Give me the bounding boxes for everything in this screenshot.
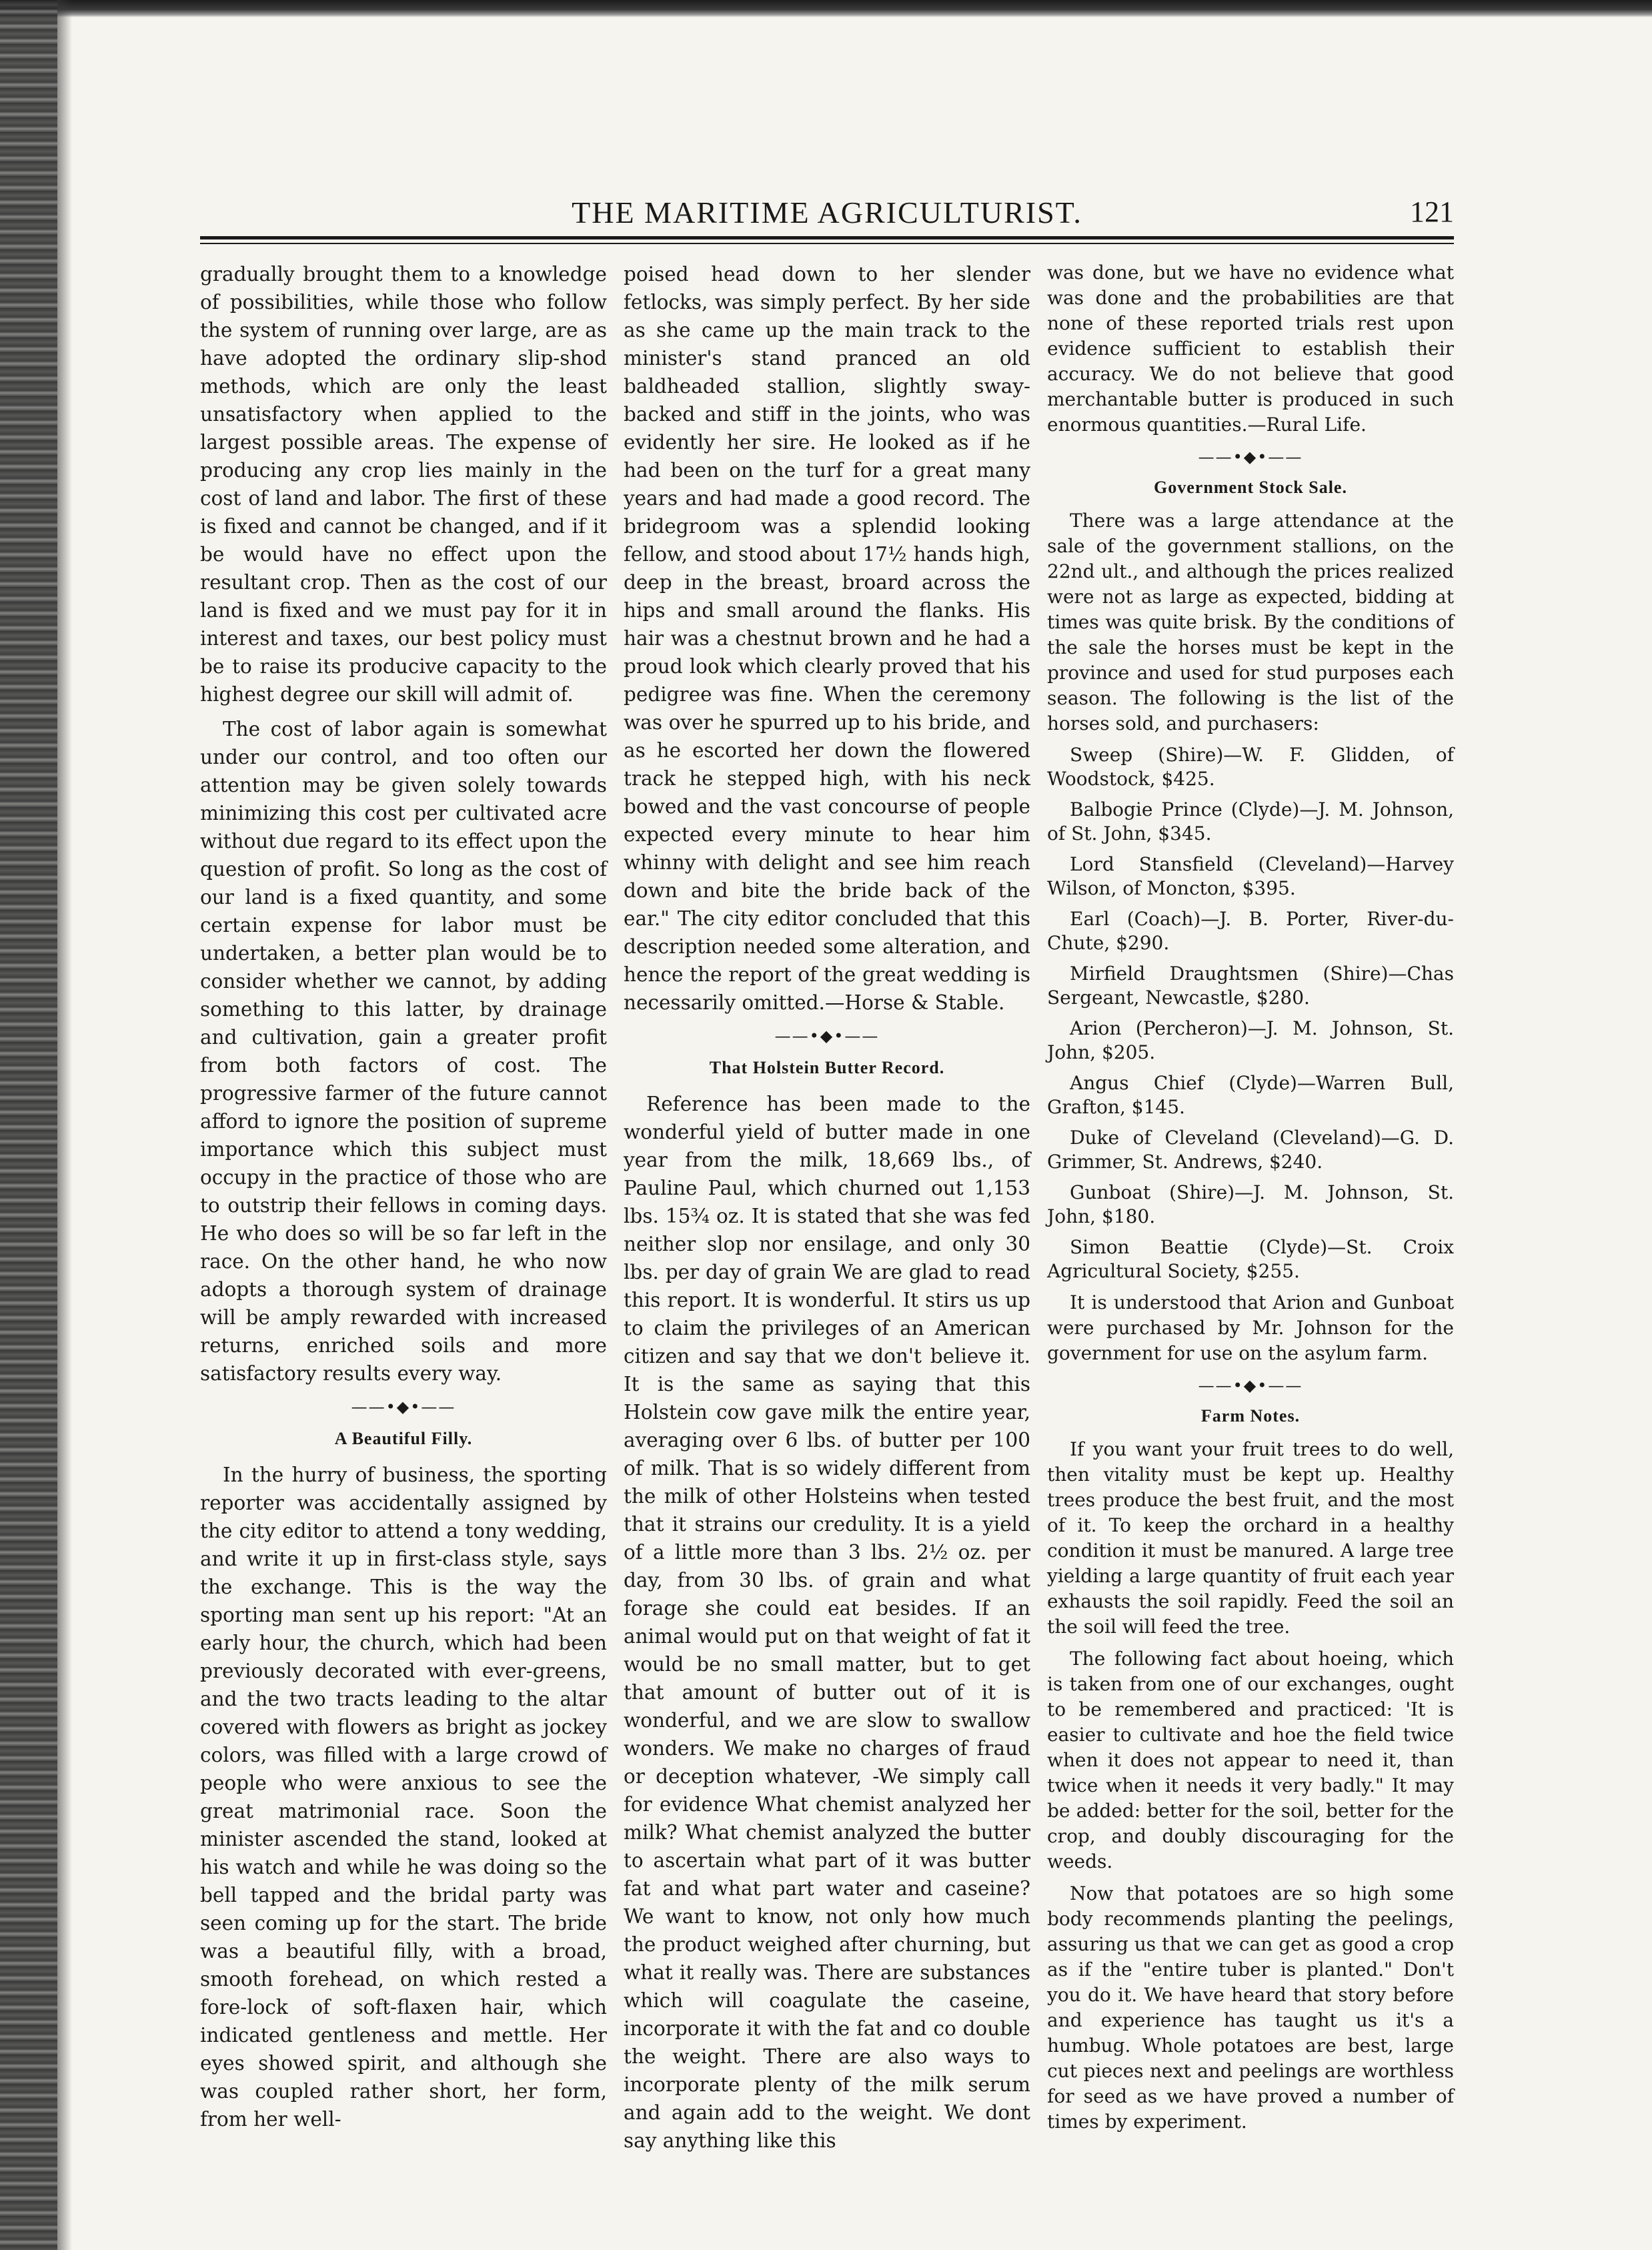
header-rule-thin: [200, 243, 1454, 244]
paragraph: Now that potatoes are so high some body recommends planting the peelings, assuring us that we can get as good a crop as if the "entire tuber is planted." Don't you do it. We have heard that story before and experience has taught us it's a humbug. Whole potatoes are best, large cut pieces next and peelings are worthless for seed as we have proved a number of times by experiment.: [1047, 1882, 1454, 2133]
running-header: [200, 187, 1454, 236]
column-2: [624, 260, 1030, 2161]
header-rule-thick: [200, 236, 1454, 239]
sale-entry: Balbogie Prince (Clyde)—J. M. Johnson, of St. John, $345.: [1047, 798, 1454, 845]
sale-entry: Lord Stansfield (Cleveland)—Harvey Wilson, of Moncton, $395.: [1047, 853, 1454, 899]
article-heading: That Holstein Butter Record.: [709, 1058, 945, 1077]
sale-entry: Duke of Cleveland (Cleveland)—G. D. Grimmer, St. Andrews, $240.: [1047, 1127, 1454, 1173]
sale-entry: Angus Chief (Clyde)—Warren Bull, Grafton, $145.: [1047, 1072, 1454, 1118]
page-number: 121: [1410, 195, 1454, 228]
column-1: [200, 260, 607, 2161]
paragraph: gradually brought them to a knowledge of possibilities, while those who follow the system of running over large, are as have adopted the ordinary slip-shod methods, which are only the least unsatisfactory when applied to the largest possible areas. The expense of producing any crop lies mainly in the cost of land and labor. The first of these is fixed and cannot be changed, and if it be would have no effect upon the resultant crop. Then as the cost of our land is fixed and we must pay for it in interest and taxes, our best policy must be to raise its producive capacity to the highest degree our skill will admit of.: [200, 263, 607, 706]
sale-entry: Simon Beattie (Clyde)—St. Croix Agricultural Society, $255.: [1047, 1236, 1454, 1282]
sale-entry: Arion (Percheron)—J. M. Johnson, St. John, $205.: [1047, 1017, 1454, 1063]
paragraph: The following fact about hoeing, which is taken from one of our exchanges, ought to be remembered and practiced: 'It is easier to cultivate and hoe the field twice when it does not appear to need it, than twice when it needs it very badly." It may be added: better for the soil, better for the crop, and doubly discouraging for the weeds.: [1047, 1648, 1454, 1872]
scan-top-edge: [0, 0, 1652, 17]
paragraph: was done, but we have no evidence what was done and the probabilities are that none of these reported trials rest upon evidence sufficient to establish their accuracy. We do not believe that good merchantable butter is produced in such enormous quantities.—Rural Life.: [1047, 261, 1454, 436]
publication-title: THE MARITIME AGRICULTURIST.: [572, 195, 1082, 229]
section-ornament: ——•◆•——: [351, 1397, 456, 1416]
section-ornament: ——•◆•——: [1198, 448, 1303, 466]
sale-entry: Earl (Coach)—J. B. Porter, River-du-Chute, $290.: [1047, 908, 1454, 954]
scan-binding-edge: [0, 0, 57, 2250]
section-ornament: ——•◆•——: [774, 1027, 880, 1045]
sale-entry: Mirfield Draughtsmen (Shire)—Chas Sergeant, Newcastle, $280.: [1047, 963, 1454, 1009]
article-heading: Farm Notes.: [1200, 1406, 1301, 1426]
scan-binding-shadow: [57, 0, 72, 2250]
column-3: [1047, 260, 1454, 2161]
article-heading: A Beautiful Filly.: [334, 1429, 473, 1448]
sale-list: [1047, 743, 1454, 1283]
paragraph: In the hurry of business, the sporting reporter was accidentally assigned by the city editor to attend a tony wedding, and write it up in first-class style, says the exchange. This is the way the sporting man sent up his report: "At an early hour, the church, which had been previously decorated with ever-greens, and the two tracts leading to the altar covered with flowers as bright as jockey colors, was filled with a large crowd of people who were anxious to see the great matrimonial race. Soon the minister ascended the stand, looked at his watch and while he was doing so the bell tapped and the bridal party was seen coming up for the start. The bride was a beautiful filly, with a broad, smooth forehead, on which rested a fore-lock of soft-flaxen hair, which indicated gentleness and mettle. Her eyes showed spirit, and although she was coupled rather short, her form, from her well-: [200, 1464, 607, 2131]
paragraph: The cost of labor again is somewhat under our control, and too often our attention may be given solely towards minimizing this cost per cultivated acre without due regard to its effect upon the question of profit. So long as the cost of our land is a fixed quantity, and some certain expense for labor must be undertaken, a better plan would be to consider whether we cannot, by adding something to this latter, by drainage and cultivation, gain a greater profit from both factors of cost. The progressive farmer of the future cannot afford to ignore the position of supreme importance which this subject must occupy in the practice of those who are to outstrip their fellows in coming days. He who does so will be so far left in the race. On the other hand, he who now adopts a thorough system of drainage will be amply rewarded with increased returns, enriched soils and more satisfactory results every way.: [200, 718, 607, 1385]
newspaper-page: [200, 187, 1454, 2152]
paragraph: poised head down to her slender fetlocks, was simply perfect. By her side as she came up the main track to the minister's stand pranced an old baldheaded stallion, slightly sway-backed and stiff in the joints, who was evidently her sire. He looked as if he had been on the turf for a great many years and had made a good record. The bridegroom was a splendid looking fellow, and stood about 17½ hands high, deep in the breast, broard across the hips and small around the flanks. His hair was a chestnut brown and he had a proud look which clearly proved that his pedigree was fine. When the ceremony was over he spurred up to his bride, and as he escorted her down the flowered track he stepped high, with his neck bowed and the vast concourse of people expected every minute to hear him whinny with delight and see him reach down and bite the bride back of the ear." The city editor concluded that this description needed some alteration, and hence the report of the great wedding is necessarily omitted.—Horse & Stable.: [624, 263, 1030, 1014]
section-ornament: ——•◆•——: [1198, 1376, 1303, 1395]
text-columns: [200, 260, 1454, 2161]
paragraph: It is understood that Arion and Gunboat were purchased by Mr. Johnson for the government for use on the asylum farm.: [1047, 1291, 1454, 1364]
article-heading: Government Stock Sale.: [1154, 478, 1347, 497]
paragraph: Reference has been made to the wonderful yield of butter made in one year from the milk, 18,669 lbs., of Pauline Paul, which churned out 1,153 lbs. 15¾ oz. It is stated that she was fed neither slop nor ensilage, and only 30 lbs. per day of grain We are glad to read this report. It is wonderful. It stirs us up to claim the privileges of an American citizen and say that we don't believe it. It is the same as saying that this Holstein cow gave milk the entire year, averaging over 6 lbs. of butter per 100 of milk. That is so widely different from the milk of other Holsteins when tested that it strains our credulity. It is a yield of a little more than 3 lbs. 2½ oz. per day, from 30 lbs. of grain and what forage she could eat besides. If an animal would put on that weight of fat it would be no small matter, but to get that amount of butter out of it is wonderful, and we are slow to swallow wonders. We make no charges of fraud or deception whatever, -We simply call for evidence What chemist analyzed her milk? What chemist analyzed the butter to ascertain what part of it was butter fat and what part water and caseine? We want to know, not only how much the product weighed after churning, but what it really was. There are substances which will coagulate the caseine, incorporate it with the fat and co double the weight. There are also ways to incorporate plenty of the milk serum and again add to the weight. We dont say anything like this: [624, 1093, 1030, 2152]
paragraph: There was a large attendance at the sale of the government stallions, on the 22nd ult., and although the prices realized were not as large as expected, bidding at times was quite brisk. By the conditions of the sale the horses must be kept in the province and used for stud purposes each season. The following is the list of the horses sold, and purchasers:: [1047, 510, 1454, 734]
sale-entry: Gunboat (Shire)—J. M. Johnson, St. John, $180.: [1047, 1181, 1454, 1227]
sale-entry: Sweep (Shire)—W. F. Glidden, of Woodstock, $425.: [1047, 744, 1454, 790]
paragraph: If you want your fruit trees to do well, then vitality must be kept up. Healthy trees produce the best fruit, and the most of it. To keep the orchard in a healthy condition it must be manured. A large tree yielding a large quantity of fruit each year exhausts the soil rapidly. Feed the soil an the soil will feed the tree.: [1047, 1438, 1454, 1638]
